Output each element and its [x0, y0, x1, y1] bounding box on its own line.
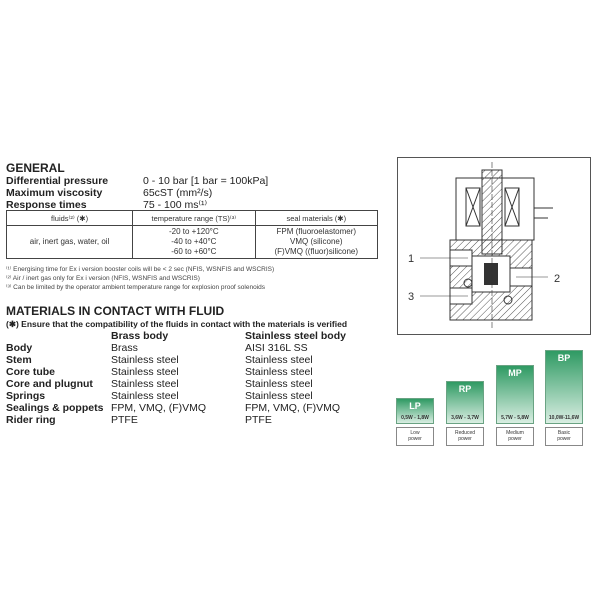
spec-value: 0 - 10 bar [1 bar = 100kPa] — [143, 175, 269, 187]
power-label-line: Medium — [506, 430, 524, 436]
power-label-line: Low — [410, 430, 420, 436]
material-row — [6, 366, 347, 378]
footnote: ⁽¹⁾ Energising time for Ex i version booster coils will be < 2 sec (NFIS, WSNFIS and WSCRIS) — [6, 266, 275, 273]
power-label — [545, 427, 583, 446]
spec-value: 75 - 100 ms⁽¹⁾ — [143, 199, 208, 211]
power-label-line: power — [458, 436, 472, 442]
footnotes — [6, 265, 274, 292]
material-a: Stainless steel — [111, 366, 179, 378]
material-row — [6, 414, 347, 426]
spec-row — [6, 187, 268, 199]
seals-cell — [255, 226, 377, 259]
power-bar-bp — [545, 350, 583, 424]
fluids-table — [6, 210, 378, 259]
general-title: GENERAL — [6, 161, 65, 175]
header-fluids: fluids⁽²⁾ (✱) — [7, 211, 133, 226]
materials-title: MATERIALS IN CONTACT WITH FLUID — [6, 304, 225, 318]
material-k: Springs — [6, 390, 46, 402]
material-b: FPM, VMQ, (F)VMQ — [245, 402, 341, 414]
power-bar-rp — [446, 381, 484, 424]
general-section — [6, 161, 268, 211]
temps-cell — [133, 226, 255, 259]
power-label-line: power — [408, 436, 422, 442]
footnote: ⁽³⁾ Can be limited by the operator ambient temperature range for explosion proof solenoids — [6, 284, 266, 291]
spec-label: Response times — [6, 199, 87, 211]
power-label-line: Basic — [557, 430, 571, 436]
material-b: PTFE — [245, 414, 272, 426]
material-a: Stainless steel — [111, 378, 179, 390]
power-code: MP — [508, 368, 522, 378]
temp: -20 to +120°C — [168, 227, 219, 236]
material-b: Stainless steel — [245, 366, 313, 378]
col-brass: Brass body — [111, 330, 169, 342]
spec-row — [6, 175, 268, 187]
power-range: 3,6W - 3,7W — [451, 415, 479, 421]
power-range: 0,5W - 1,8W — [401, 415, 429, 421]
power-range: 10,0W-11,6W — [548, 415, 580, 421]
spec-label: Maximum viscosity — [6, 187, 103, 199]
power-code: RP — [458, 384, 472, 394]
materials-header — [6, 330, 347, 342]
fluids-cell: air, inert gas, water, oil — [7, 226, 133, 259]
power-code: BP — [557, 353, 571, 363]
material-a: Stainless steel — [111, 390, 179, 402]
temp: -60 to +60°C — [171, 247, 217, 256]
material-row — [6, 402, 347, 414]
seal: (F)VMQ ((fluor)silicone) — [274, 247, 359, 256]
material-k: Stem — [6, 354, 32, 366]
power-bar-lp — [396, 398, 434, 424]
materials-warning: (✱) Ensure that the compatibility of the fluids in contact with the materials is verified — [6, 319, 348, 329]
material-row — [6, 354, 347, 366]
valve-cross-section-diagram — [397, 157, 591, 335]
power-label — [446, 427, 484, 446]
header-temperature: temperature range (TS)⁽³⁾ — [133, 211, 255, 226]
power-label — [496, 427, 534, 446]
power-label — [396, 427, 434, 446]
power-label-line: power — [557, 436, 571, 442]
material-b: Stainless steel — [245, 354, 313, 366]
material-a: Brass — [111, 342, 138, 354]
power-code: LP — [409, 401, 421, 411]
seal: VMQ (silicone) — [290, 237, 343, 246]
materials-section — [6, 304, 347, 426]
port-label: 2 — [554, 273, 561, 285]
material-a: FPM, VMQ, (F)VMQ — [111, 402, 207, 414]
spec-value: 65cST (mm²/s) — [143, 187, 213, 199]
port-label: 3 — [408, 291, 415, 303]
power-range: 5,7W - 5,8W — [501, 415, 529, 421]
power-bar-mp — [496, 365, 534, 424]
seal: FPM (fluoroelastomer) — [276, 227, 357, 236]
material-a: Stainless steel — [111, 354, 179, 366]
material-a: PTFE — [111, 414, 138, 426]
material-k: Core and plugnut — [6, 378, 93, 390]
power-label-line: power — [508, 436, 522, 442]
material-row — [6, 378, 347, 390]
power-label-line: Reduced — [454, 430, 475, 436]
material-b: AISI 316L SS — [245, 342, 308, 354]
material-b: Stainless steel — [245, 390, 313, 402]
material-row — [6, 342, 347, 354]
material-k: Core tube — [6, 366, 56, 378]
material-b: Stainless steel — [245, 378, 313, 390]
port-label: 1 — [408, 253, 415, 265]
col-ss: Stainless steel body — [245, 330, 346, 342]
material-k: Body — [6, 342, 33, 354]
temp: -40 to +40°C — [171, 237, 217, 246]
material-k: Sealings & poppets — [6, 402, 104, 414]
spec-label: Differential pressure — [6, 175, 109, 187]
header-seals: seal materials (✱) — [255, 211, 377, 226]
material-k: Rider ring — [6, 414, 56, 426]
material-row — [6, 390, 347, 402]
footnote: ⁽²⁾ Air / inert gas only for Ex i version (NFIS, WSNFIS and WSCRIS) — [6, 275, 200, 282]
